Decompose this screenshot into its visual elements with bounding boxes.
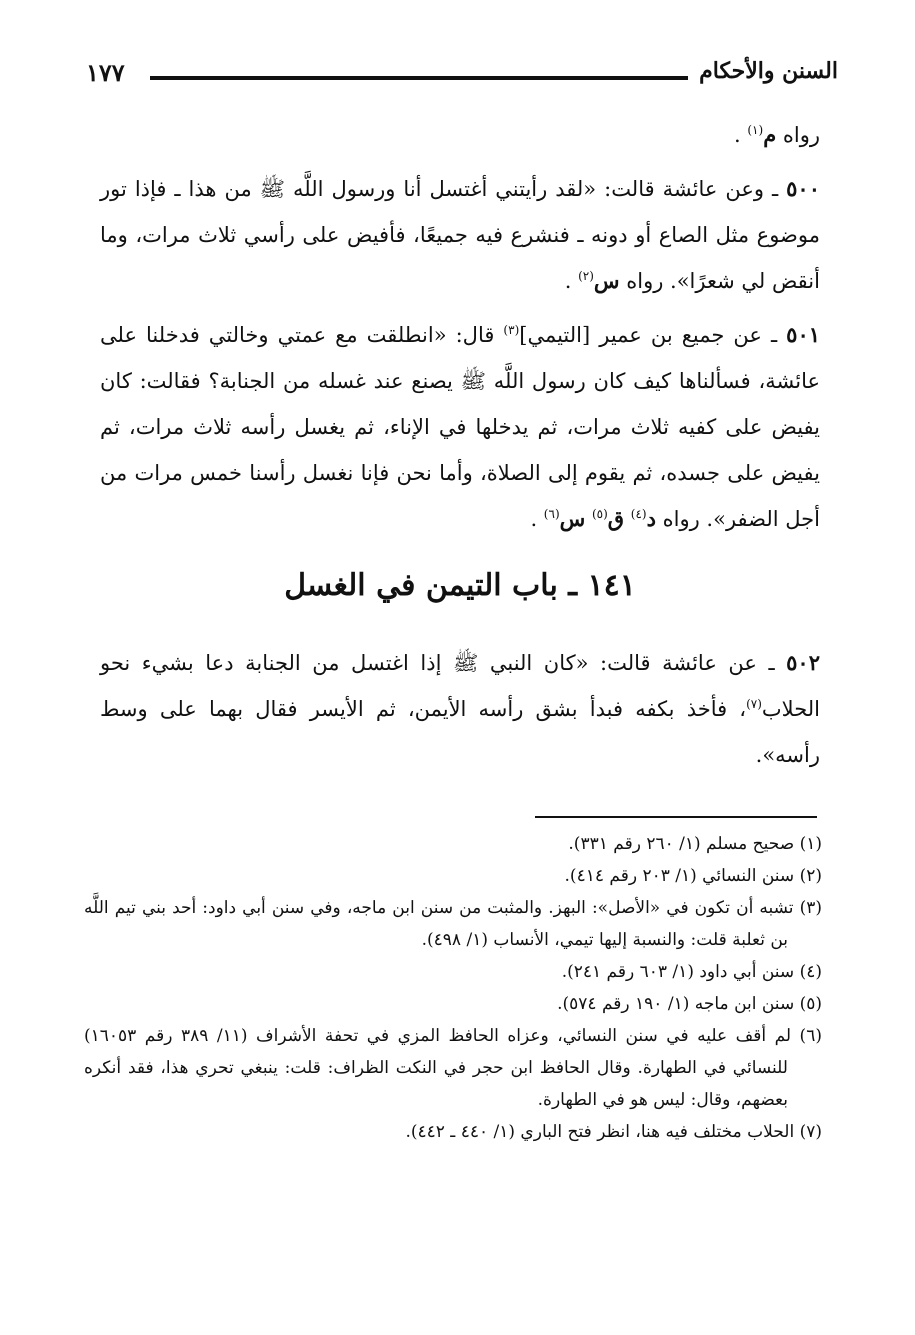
hadith-number: ٥٠٠ — [786, 176, 820, 201]
main-text — [100, 112, 820, 778]
hadith-text-a: ـ عن عائشة قالت: «كان النبي ﷺ إذا اغتسل من الجنابة دعا بشيء نحو الحلاب — [100, 651, 820, 721]
hadith-number: ٥٠٢ — [786, 650, 820, 675]
citation-end: . — [734, 123, 748, 147]
page-number: ١٧٧ — [86, 58, 125, 87]
book-title: السنن والأحكام — [699, 58, 838, 84]
hadith-end: . — [564, 269, 579, 293]
footnote-ref: (١) — [747, 123, 764, 137]
footnote-ref: (٧) — [746, 697, 762, 711]
running-header — [86, 58, 838, 102]
citation-line — [100, 112, 820, 158]
footnote-1: (١) صحيح مسلم (١/ ٢٦٠ رقم ٣٣١). — [568, 834, 822, 854]
footnote-4: (٤) سنن أبي داود (١/ ٦٠٣ رقم ٢٤١). — [561, 962, 822, 982]
footnote-7: (٧) الحلاب مختلف فيه هنا، انظر فتح الباري (١/ ٤٤٠ ـ ٤٤٢). — [405, 1122, 822, 1142]
hadith-text-b: قال: «انطلقت مع عمتي وخالتي فدخلنا على عائشة، فسألناها كيف كان رسول اللَّه ﷺ يصنع عند غسله من الجنابة؟ فقالت: كان يفيض على كفيه ثلاث مرات، ثم يدخلها في الإناء، ثم يغسل رأسه ثلاث مرات، ثم يفيض على جسده، ثم يقوم إلى الصلاة، وأما نحن فإنا نغسل رأسنا خمس مرات من أجل الضفر». رواه — [100, 323, 820, 531]
footnote-ref: (٤) — [630, 507, 647, 521]
footnote-ref: (٢) — [578, 269, 594, 283]
source-symbol: س — [559, 506, 586, 531]
footnote-2: (٢) سنن النسائي (١/ ٢٠٣ رقم ٤١٤). — [564, 866, 822, 886]
hadith-502 — [100, 640, 820, 778]
hadith-end: . — [530, 507, 544, 531]
footnote-3: (٣) تشبه أن تكون في «الأصل»: البهز. والمثبت من سنن ابن ماجه، وفي سنن أبي داود: أحد بني تيم اللَّه بن ثعلبة قلت: والنسبة إليها تيمي، الأنساب (١/ ٤٩٨). — [84, 898, 822, 950]
chapter-heading: ١٤١ ـ باب التيمن في الغسل — [284, 568, 636, 603]
hadith-text: ـ وعن عائشة قالت: «لقد رأيتني أغتسل أنا ورسول اللَّه ﷺ من هذا ـ فإذا تور موضوع مثل الصاع أو دونه ـ فنشرع فيه جميعًا، فأفيض على رأسي ثلاث مرات، وما أنقض لي شعرًا». رواه — [100, 177, 820, 293]
hadith-501 — [100, 312, 820, 542]
source-symbol: س — [593, 268, 620, 293]
hadith-text-a: ـ عن جميع بن عمير [التيمي] — [519, 323, 787, 347]
footnotes — [84, 828, 822, 1148]
header-rule — [150, 76, 688, 80]
footnote-ref: (٣) — [503, 323, 520, 337]
footnote-ref: (٥) — [591, 507, 608, 521]
source-symbol: ق — [607, 506, 625, 531]
hadith-number: ٥٠١ — [786, 322, 821, 347]
source-symbol: د — [646, 506, 656, 531]
footnote-separator — [535, 816, 817, 818]
hadith-500 — [100, 166, 820, 304]
footnote-ref: (٦) — [543, 507, 560, 521]
source-symbol: م — [763, 122, 777, 147]
footnote-6: (٦) لم أقف عليه في سنن النسائي، وعزاه الحافظ المزي في تحفة الأشراف (١١/ ٣٨٩ رقم ١٦٠٥٣) للنسائي في الطهارة. وقال الحافظ ابن حجر في النكت الظراف: قلت: ينبغي تحري هذا، فقد أنكره بعضهم، وقال: ليس هو في الطهارة. — [84, 1026, 822, 1110]
hadith-text-b: ، فأخذ بكفه فبدأ بشق رأسه الأيمن، ثم الأيسر فقال بهما على وسط رأسه». — [100, 697, 820, 767]
footnote-5: (٥) سنن ابن ماجه (١/ ١٩٠ رقم ٥٧٤). — [557, 994, 822, 1014]
citation-text: رواه — [776, 123, 820, 147]
